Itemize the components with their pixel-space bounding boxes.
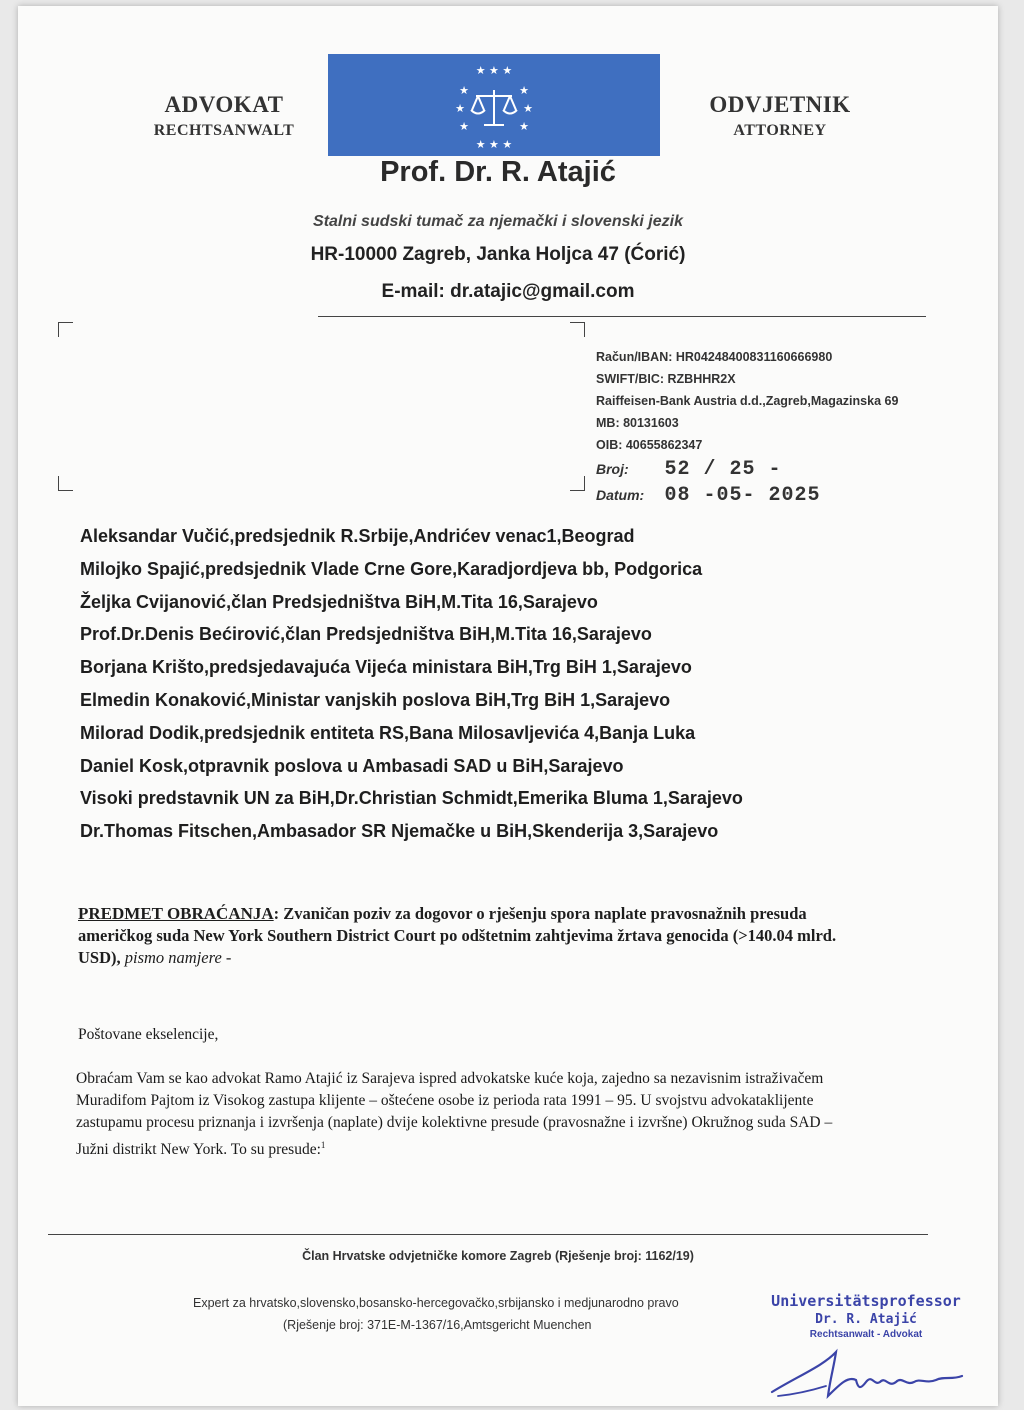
reference-block (596, 456, 896, 508)
svg-text:★: ★ (519, 84, 529, 97)
stamp-line-name: Dr. R. Atajić (815, 1312, 917, 1327)
letter-page (18, 6, 998, 1406)
subject-separator: : (273, 904, 284, 923)
reference-number-value: 52 / 25 - (664, 458, 782, 481)
svg-text:★ ★ ★: ★ ★ ★ (475, 64, 513, 77)
reference-number-label: Broj: (596, 461, 629, 477)
body-paragraph (76, 1068, 846, 1161)
bank-line-iban: Račun/IBAN: HR04248400831160666980 (596, 350, 833, 364)
header-divider (318, 316, 926, 317)
header-left-subtitle: RECHTSANWALT (153, 122, 295, 139)
bank-line-oib: OIB: 40655862347 (596, 438, 703, 452)
lawyer-name: Prof. Dr. R. Atajić (380, 156, 616, 188)
subject-label: PREDMET OBRAĆANJA (78, 904, 274, 923)
recipient-line: Milorad Dodik,predsjednik entiteta RS,Bana Milosavljevića 4,Banja Luka (80, 722, 696, 743)
svg-text:★: ★ (455, 102, 465, 115)
recipient-line: Borjana Krišto,predsjedavajuća Vijeća ministara BiH,Trg BiH 1,Sarajevo (80, 657, 692, 678)
footer-divider (48, 1234, 928, 1235)
stamp-line-title: Universitätsprofessor (771, 1292, 961, 1310)
header-right-subtitle: ATTORNEY (733, 122, 827, 139)
subject-note: pismo namjere - (120, 948, 232, 967)
header-right-title: ODVJETNIK (709, 92, 851, 117)
recipient-line: Prof.Dr.Denis Bećirović,član Predsjedništva BiH,M.Tita 16,Sarajevo (80, 624, 652, 645)
office-address: HR-10000 Zagreb, Janka Holjca 47 (Ćorić) (310, 244, 686, 265)
eu-flag-scales-of-justice-icon (328, 54, 660, 156)
recipient-line: Željka Cvijanović,član Predsjedništva BiH,M.Tita 16,Sarajevo (80, 591, 598, 612)
address-window-corner (58, 322, 73, 337)
subject-block (78, 903, 868, 969)
stamp-line-role: Rechtsanwalt - Advokat (809, 1329, 923, 1340)
footer-decision: (Rješenje broj: 371E-M-1367/16,Amtsgericht Muenchen (283, 1318, 592, 1332)
salutation: Poštovane ekselencije, (78, 1026, 219, 1043)
address-window-corner (570, 322, 585, 337)
svg-text:★: ★ (523, 102, 533, 115)
recipient-line: Dr.Thomas Fitschen,Ambasador SR Njemačke u BiH,Skenderija 3,Sarajevo (80, 821, 719, 842)
footer-chamber: Član Hrvatske odvjetničke komore Zagreb (Rješenje broj: 1162/19) (302, 1249, 694, 1263)
header-left (124, 92, 324, 140)
bank-details (596, 346, 956, 456)
bank-line-mb: MB: 80131603 (596, 416, 679, 430)
body-text: Obraćam Vam se kao advokat Ramo Atajić iz Sarajeva ispred advokatske kuće koja, zajedno sa nezavisnim istraživačem Muradifom Pajtom iz Visokog zastupa klijente – oštećene osobe iz perioda rata 1991 – 95. U svojstvu advokataklijente zastupamu procesu priznanja i izvršenja (naplate) dvije kolektivne presude (pravosnažne i izvršne) Okružnog suda SAD – Južni distrikt New York. To su presude: (76, 1070, 833, 1159)
svg-text:★ ★ ★: ★ ★ ★ (475, 138, 513, 151)
reference-date-value: 08 -05- 2025 (664, 484, 821, 507)
handwritten-signature (768, 1346, 968, 1402)
bank-line-bank-name: Raiffeisen-Bank Austria d.d.,Zagreb,Magazinska 69 (596, 394, 899, 408)
svg-text:★: ★ (459, 120, 469, 133)
header-right (670, 92, 890, 140)
subject-text: Zvaničan poziv za dogovor o rješenju spora naplate pravosnažnih presuda američkog suda New York Southern District Court po odštetnim zahtjevima žrtava genocida (>140.04 mlrd. USD), (78, 904, 837, 967)
recipient-line: Aleksandar Vučić,predsjednik R.Srbije,Andrićev venac1,Beograd (80, 526, 635, 546)
header-left-title: ADVOKAT (164, 92, 284, 117)
recipient-line: Elmedin Konaković,Ministar vanjskih poslova BiH,Trg BiH 1,Sarajevo (80, 689, 671, 710)
address-window-corner (570, 476, 585, 491)
footer-expert: Expert za hrvatsko,slovensko,bosansko-hercegovačko,srbijansko i medjunarodno pravo (193, 1296, 679, 1310)
address-window-corner (58, 476, 73, 491)
bank-line-swift: SWIFT/BIC: RZBHHR2X (596, 372, 736, 386)
lawyer-tagline: Stalni sudski tumač za njemački i slovenski jezik (313, 213, 683, 230)
recipient-line: Visoki predstavnik UN za BiH,Dr.Christian Schmidt,Emerika Bluma 1,Sarajevo (80, 788, 743, 809)
lawyer-stamp (756, 1292, 976, 1340)
footnote-mark: 1 (320, 1140, 326, 1150)
recipient-list (80, 520, 900, 848)
recipient-line: Daniel Kosk,otpravnik poslova u Ambasadi SAD u BiH,Sarajevo (80, 755, 624, 776)
svg-text:★: ★ (459, 84, 469, 97)
office-email: E-mail: dr.atajic@gmail.com (381, 281, 635, 302)
svg-text:★: ★ (519, 120, 529, 133)
reference-date-label: Datum: (596, 487, 645, 503)
recipient-line: Milojko Spajić,predsjednik Vlade Crne Gore,Karadjordjeva bb, Podgorica (80, 558, 703, 579)
